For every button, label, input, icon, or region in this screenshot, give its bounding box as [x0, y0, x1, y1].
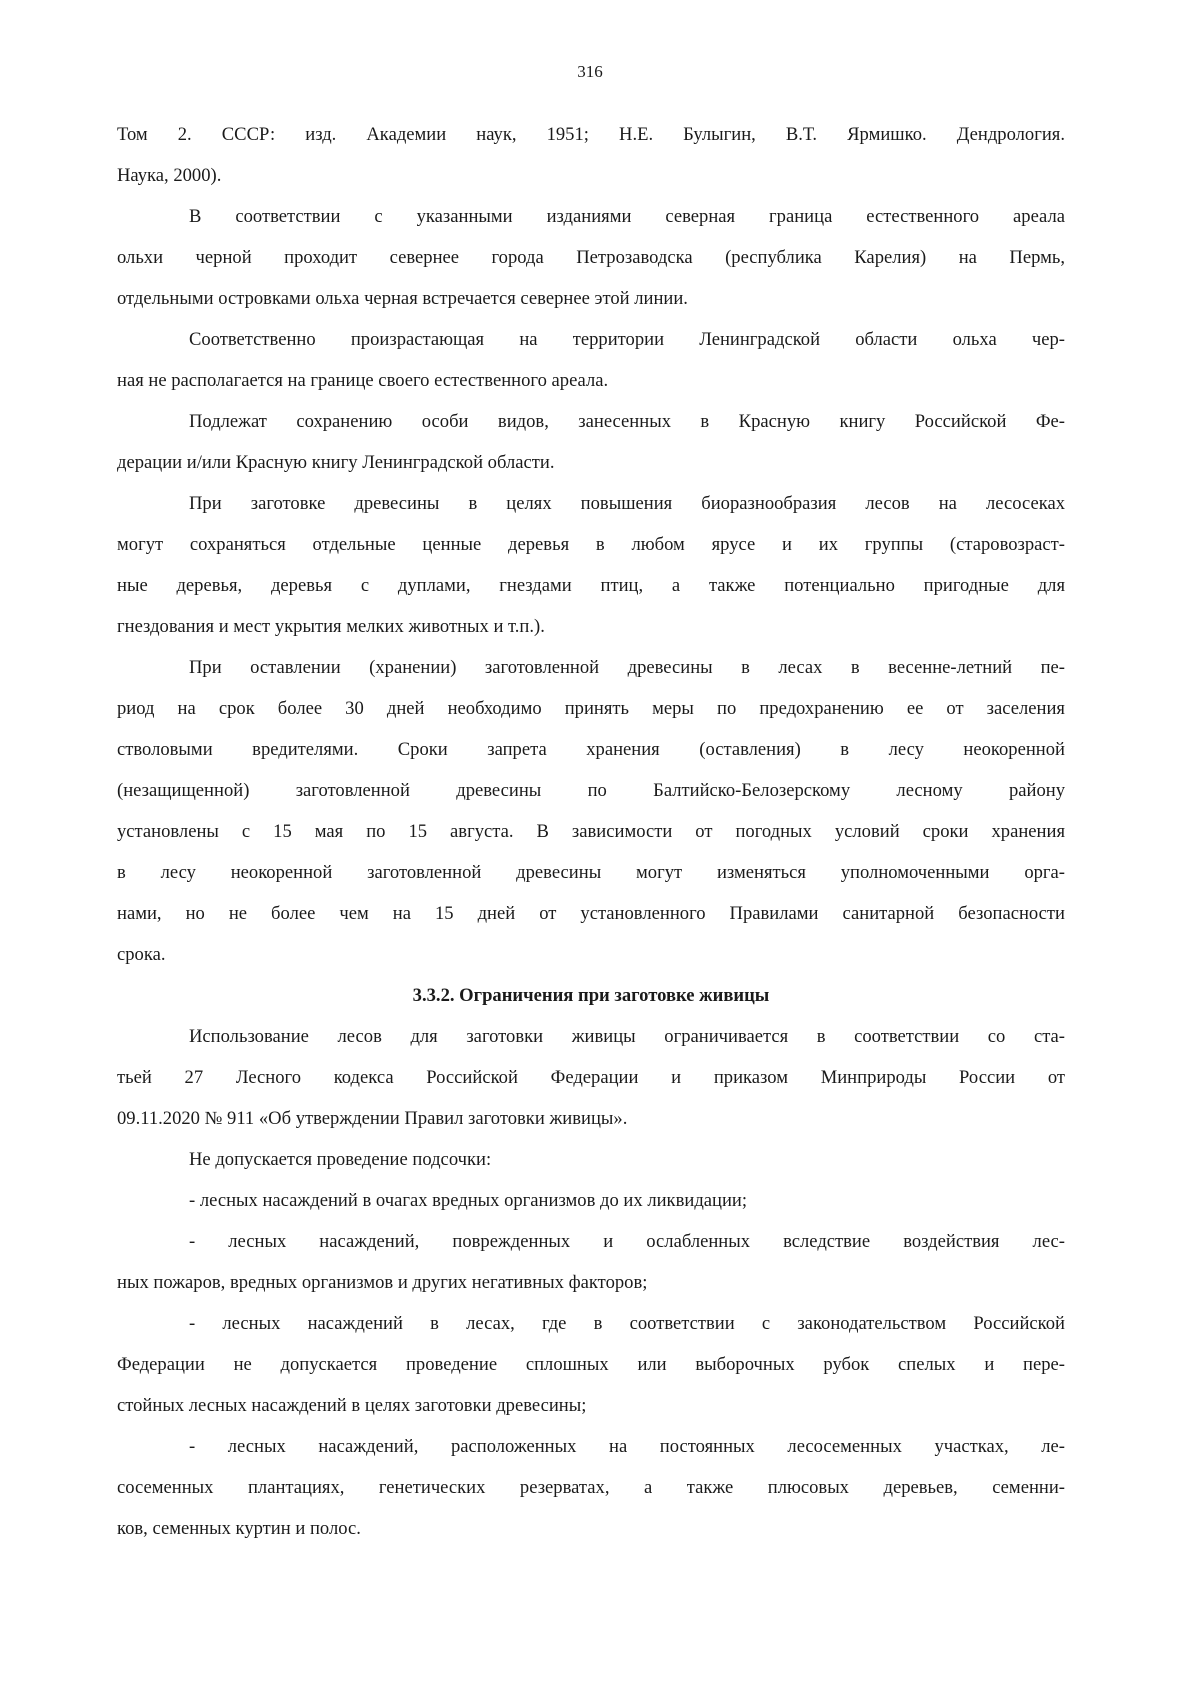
paragraph-line: сосеменных плантациях, генетических резерватах, а также плюсовых деревьев, семенни- [117, 1477, 1065, 1498]
paragraph-line: Том 2. СССР: изд. Академии наук, 1951; Н.Е. Булыгин, В.Т. Ярмишко. Дендрология. [117, 124, 1065, 145]
paragraph-line: При заготовке древесины в целях повышения биоразнообразия лесов на лесосеках [189, 493, 1065, 514]
paragraph-line: установлены с 15 мая по 15 августа. В зависимости от погодных условий сроки хранения [117, 821, 1065, 842]
paragraph-line: Соответственно произрастающая на территории Ленинградской области ольха чер- [189, 329, 1065, 350]
paragraph-line: - лесных насаждений, расположенных на постоянных лесосеменных участках, ле- [189, 1436, 1065, 1457]
paragraph-line: Наука, 2000). [117, 165, 222, 186]
paragraph-line: ков, семенных куртин и полос. [117, 1518, 361, 1539]
paragraph-line: тьей 27 Лесного кодекса Российской Федерации и приказом Минприроды России от [117, 1067, 1065, 1088]
paragraph-line: стойных лесных насаждений в целях заготовки древесины; [117, 1395, 587, 1416]
paragraph-line: - лесных насаждений, поврежденных и ослабленных вследствие воздействия лес- [189, 1231, 1065, 1252]
paragraph-line: ных пожаров, вредных организмов и других негативных факторов; [117, 1272, 648, 1293]
paragraph-line: При оставлении (хранении) заготовленной древесины в лесах в весенне-летний пе- [189, 657, 1065, 678]
paragraph-line: (незащищенной) заготовленной древесины по Балтийско-Белозерскому лесному району [117, 780, 1065, 801]
paragraph-line: ная не располагается на границе своего естественного ареала. [117, 370, 609, 391]
paragraph-line: - лесных насаждений в очагах вредных организмов до их ликвидации; [189, 1190, 748, 1211]
paragraph-line: - лесных насаждений в лесах, где в соответствии с законодательством Российской [189, 1313, 1065, 1334]
page-number: 316 [577, 62, 603, 81]
paragraph-line: В соответствии с указанными изданиями северная граница естественного ареала [189, 206, 1065, 227]
paragraph-line: дерации и/или Красную книгу Ленинградской области. [117, 452, 555, 473]
paragraph-line: гнездования и мест укрытия мелких животных и т.п.). [117, 616, 545, 637]
document-body [117, 114, 1065, 1549]
section-heading: 3.3.2. Ограничения при заготовке живицы [412, 985, 770, 1006]
section-text-block [117, 1016, 1065, 1549]
paragraph-line: ные деревья, деревья с дуплами, гнездами птиц, а также потенциально пригодные для [117, 575, 1065, 596]
intro-text-block [117, 114, 1065, 975]
paragraph-line: срока. [117, 944, 166, 965]
paragraph-line: Подлежат сохранению особи видов, занесенных в Красную книгу Российской Фе- [189, 411, 1065, 432]
paragraph-line: в лесу неокоренной заготовленной древесины могут изменяться уполномоченными орга- [117, 862, 1065, 883]
paragraph-line: Федерации не допускается проведение сплошных или выборочных рубок спелых и пере- [117, 1354, 1065, 1375]
paragraph-line: Не допускается проведение подсочки: [189, 1149, 492, 1170]
paragraph-line: ольхи черной проходит севернее города Петрозаводска (республика Карелия) на Пермь, [117, 247, 1065, 268]
paragraph-line: стволовыми вредителями. Сроки запрета хранения (оставления) в лесу неокоренной [117, 739, 1065, 760]
paragraph-line: риод на срок более 30 дней необходимо принять меры по предохранению ее от заселения [117, 698, 1065, 719]
paragraph-line: нами, но не более чем на 15 дней от установленного Правилами санитарной безопасности [117, 903, 1065, 924]
paragraph-line: могут сохраняться отдельные ценные деревья в любом ярусе и их группы (старовозраст- [117, 534, 1065, 555]
paragraph-line: отдельными островками ольха черная встречается севернее этой линии. [117, 288, 688, 309]
paragraph-line: 09.11.2020 № 911 «Об утверждении Правил заготовки живицы». [117, 1108, 628, 1129]
paragraph-line: Использование лесов для заготовки живицы ограничивается в соответствии со ста- [189, 1026, 1065, 1047]
